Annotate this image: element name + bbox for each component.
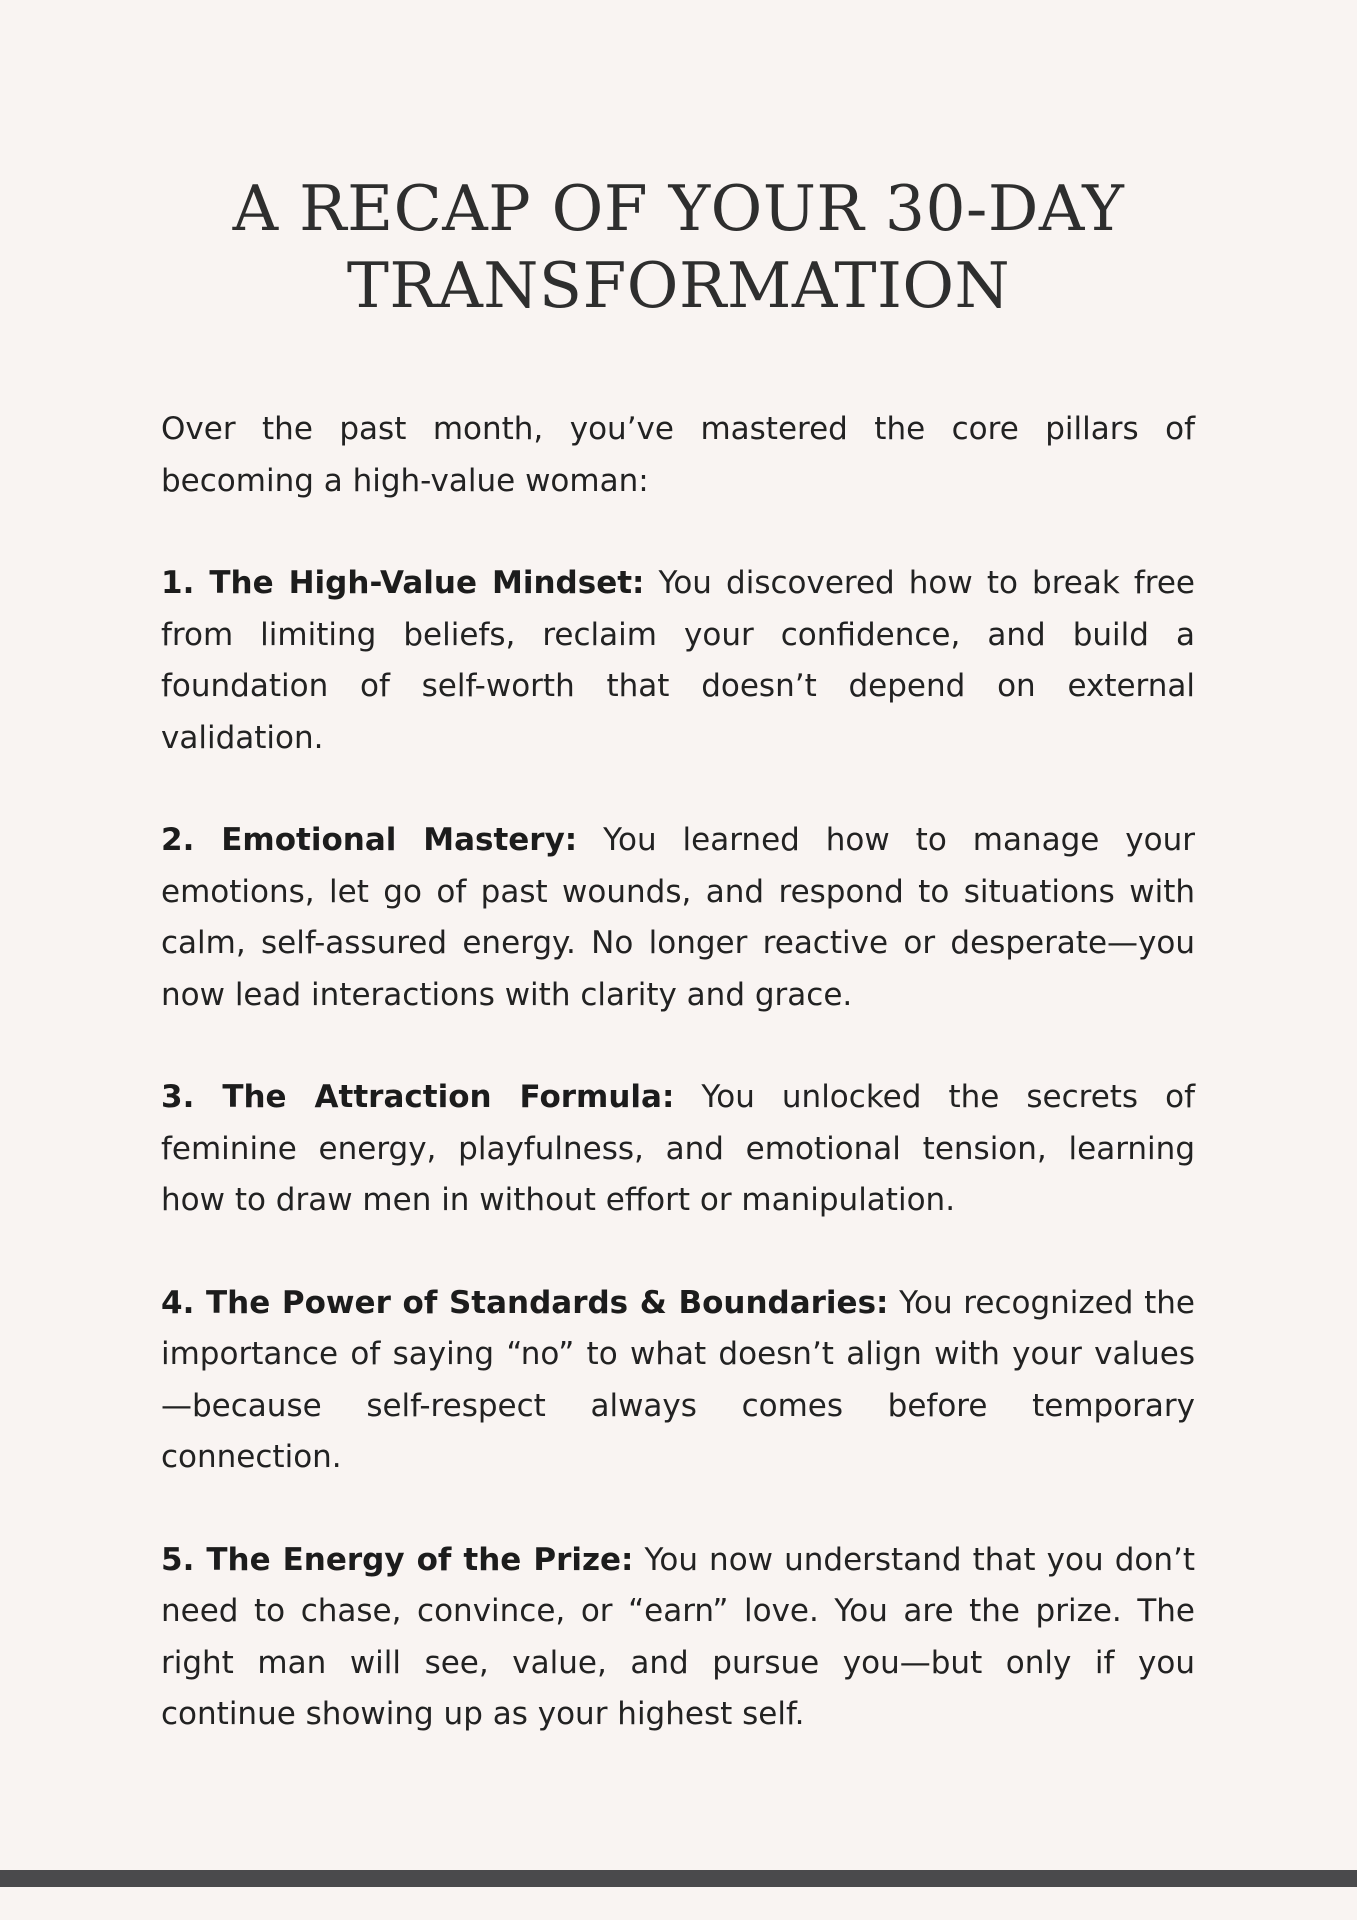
pillar-heading-5: 5. The Energy of the Prize:	[161, 1541, 634, 1578]
title-line-1: A RECAP OF YOUR 30-DAY	[232, 172, 1125, 245]
pillar-text-2: You learned how to manage your emotions, let go of past wounds, and respond to situations with calm, self-assured energy. No longer reactive or desperate—you now lead interactions with clarity and grace.	[161, 822, 1195, 1013]
pillar-paragraph-3	[161, 1072, 1195, 1227]
title-line-2: TRANSFORMATION	[346, 249, 1011, 322]
pillar-heading-1: 1. The High-Value Mindset:	[161, 565, 645, 601]
pillar-text-3: You unlocked the secrets of feminine energy, playfulness, and emotional tension, learning how to draw men in without effort or manipulation.	[161, 1079, 1195, 1218]
pillar-paragraph-2	[161, 815, 1195, 1021]
pillar-heading-4: 4. The Power of Standards & Boundaries:	[161, 1284, 889, 1321]
pillar-text-1: You discovered how to break free from limiting beliefs, reclaim your confidence, and build a foundation of self-worth that doesn’t depend on external validation.	[161, 565, 1195, 756]
pillar-paragraph-1	[161, 558, 1195, 764]
pillar-text-5: You now understand that you don’t need to chase, convince, or “earn” love. You are the prize. The right man will see, value, and pursue you—but only if you continue showing up as your highest self.	[161, 1541, 1195, 1732]
pillar-text-4: You recognized the importance of saying “no” to what doesn’t align with your values—because self-respect always comes before temporary connection.	[161, 1284, 1196, 1475]
pillar-heading-2: 2. Emotional Mastery:	[161, 822, 578, 858]
intro-paragraph: Over the past month, you’ve mastered the core pillars of becoming a high-value woman:	[161, 411, 1195, 499]
footer-divider-bar	[0, 1870, 1357, 1887]
pillar-paragraph-4	[161, 1278, 1195, 1484]
pillar-paragraph-5	[161, 1535, 1195, 1741]
body-content	[161, 404, 1195, 1792]
pillar-heading-3: 3. The Attraction Formula:	[161, 1079, 675, 1115]
page-title	[0, 170, 1357, 324]
